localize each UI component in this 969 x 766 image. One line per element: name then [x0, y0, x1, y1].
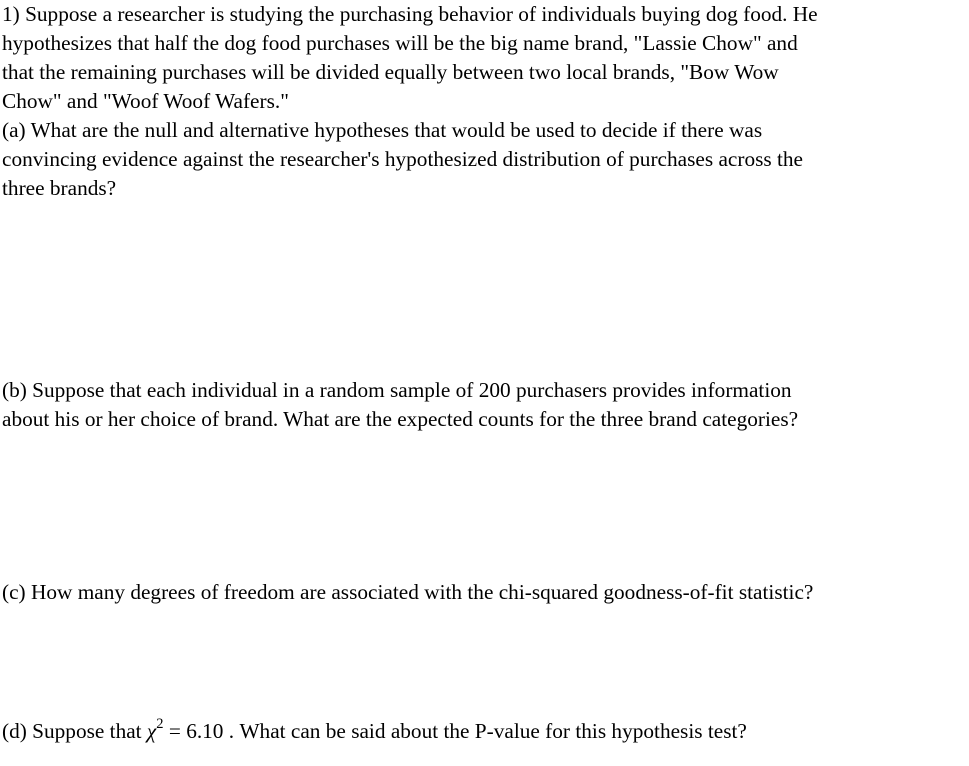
chi-equation-value: = 6.10 [163, 719, 229, 743]
intro-line-4: Chow" and "Woof Woof Wafers." [2, 89, 289, 113]
part-a-line-1: (a) What are the null and alternative hypotheses that would be used to decide if there was [2, 118, 763, 142]
question-intro [2, 0, 967, 116]
question-part-c [2, 578, 967, 607]
question-part-d [2, 717, 967, 746]
part-b-line-2: about his or her choice of brand. What are the expected counts for the three brand categories? [2, 407, 799, 431]
question-part-b [2, 376, 967, 434]
part-a-line-3: three brands? [2, 176, 117, 200]
intro-line-3: that the remaining purchases will be divided equally between two local brands, "Bow Wow [2, 60, 779, 84]
part-a-line-2: convincing evidence against the researcher's hypothesized distribution of purchases across the [2, 147, 804, 171]
part-d-prefix: (d) Suppose that [2, 719, 147, 743]
intro-line-2: hypothesizes that half the dog food purchases will be the big name brand, "Lassie Chow" and [2, 31, 798, 55]
chi-exponent: 2 [156, 716, 164, 733]
part-c-line-1: (c) How many degrees of freedom are associated with the chi-squared goodness-of-fit statistic? [2, 580, 814, 604]
intro-line-1: 1) Suppose a researcher is studying the purchasing behavior of individuals buying dog food. He [2, 2, 818, 26]
part-d-line-1 [2, 717, 967, 746]
part-d-suffix: . What can be said about the P-value for this hypothesis test? [228, 719, 747, 743]
question-part-a [2, 116, 967, 203]
part-b-line-1: (b) Suppose that each individual in a random sample of 200 purchasers provides information [2, 378, 792, 402]
chi-symbol: χ [146, 719, 157, 743]
